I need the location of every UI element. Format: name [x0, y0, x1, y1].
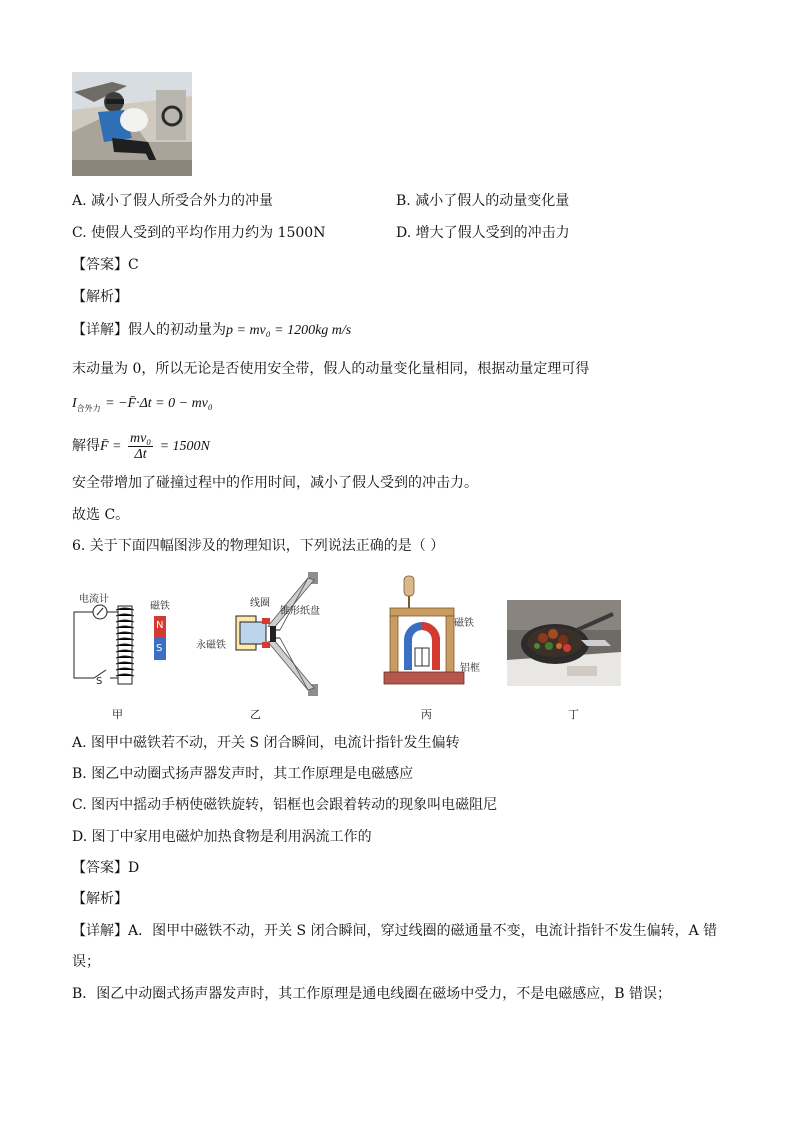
- q5-conclusion: 故选 C。: [72, 507, 130, 523]
- q6-answer: 【答案】D: [72, 860, 140, 876]
- figure-yi-label: 乙: [250, 708, 261, 721]
- galvanometer-label: 电流计: [79, 594, 109, 605]
- figure-yi: [196, 570, 326, 698]
- figure-jia-label: 甲: [112, 708, 123, 721]
- figure-bing: [380, 574, 490, 690]
- q5-momentum-formula: p = mv₀ = 1200kg m/s: [226, 323, 352, 338]
- solve-lhs: F̄ =: [100, 439, 122, 454]
- magnet-label-jia: 磁铁: [150, 601, 170, 612]
- q5-analysis-heading: 【解析】: [72, 289, 128, 305]
- impulse-equation-rest: = −F̄·Δt = 0 − mv₀: [105, 396, 213, 411]
- fraction-numerator: mv₀: [129, 430, 152, 446]
- q6-option-d: D. 图丁中家用电磁炉加热食物是利用涡流工作的: [72, 829, 372, 845]
- q5-option-d: D. 增大了假人受到的冲击力: [396, 225, 570, 241]
- north-pole-label: N: [156, 620, 164, 631]
- south-pole-label: S: [156, 643, 163, 654]
- q6-detail-a-line1: 【详解】A．图甲中磁铁不动，开关 S 闭合瞬间，穿过线圈的磁通量不变，电流计指针不发生偏转，A 错: [72, 923, 718, 939]
- q5-impulse-equation: [72, 394, 213, 418]
- average-force-fraction: [128, 431, 153, 462]
- solve-prefix: 解得: [72, 438, 100, 454]
- figure-jia: [70, 586, 190, 696]
- magnet-label-bing: 磁铁: [454, 618, 474, 629]
- cone-label: 锥形纸盘: [280, 606, 320, 617]
- q6-option-b: B. 图乙中动圈式扬声器发声时，其工作原理是电磁感应: [72, 766, 414, 782]
- impulse-symbol: I: [72, 396, 77, 411]
- figure-ding: [507, 600, 621, 686]
- figure-bing-label: 丙: [421, 708, 432, 721]
- q6-option-c: C. 图丙中摇动手柄使磁铁旋转，铝框也会跟着转动的现象叫电磁阻尼: [72, 797, 498, 813]
- aluminum-frame-label: 铝框: [460, 663, 480, 674]
- coil-label: 线圈: [250, 598, 270, 609]
- q6-option-a: A. 图甲中磁铁若不动，开关 S 闭合瞬间，电流计指针发生偏转: [72, 735, 460, 751]
- q5-option-c: C. 使假人受到的平均作用力约为 1500N: [72, 225, 326, 241]
- q6-detail-b: B．图乙中动圈式扬声器发声时，其工作原理是通电线圈在磁场中受力，不是电磁感应，B 错误；: [72, 986, 672, 1002]
- impulse-subscript: 合外力: [76, 403, 101, 413]
- fraction-denominator: Δt: [134, 446, 147, 462]
- figure-ding-label: 丁: [568, 708, 579, 721]
- q5-detail-line5: 安全带增加了碰撞过程中的作用时间，减小了假人受到的冲击力。: [72, 475, 478, 491]
- switch-label: S: [96, 676, 103, 687]
- q5-option-a: A. 减小了假人所受合外力的冲量: [72, 193, 274, 209]
- q5-detail-line1: [72, 321, 351, 340]
- q5-solve-equation: [72, 430, 210, 463]
- permanent-magnet-label: 永磁铁: [196, 640, 226, 651]
- q5-answer: 【答案】C: [72, 257, 139, 273]
- solve-rhs: = 1500N: [159, 439, 210, 454]
- q6-analysis-heading: 【解析】: [72, 891, 128, 907]
- q5-detail-prefix: 【详解】假人的初动量为: [72, 322, 226, 338]
- q5-detail-line2: 末动量为 0，所以无论是否使用安全带，假人的动量变化量相同，根据动量定理可得: [72, 361, 590, 377]
- q5-option-b: B. 减小了假人的动量变化量: [396, 193, 570, 209]
- crash-test-photo: [72, 72, 192, 176]
- q6-stem: 6. 关于下面四幅图涉及的物理知识，下列说法正确的是（ ）: [72, 538, 445, 554]
- q6-detail-a-line2: 误；: [72, 954, 100, 970]
